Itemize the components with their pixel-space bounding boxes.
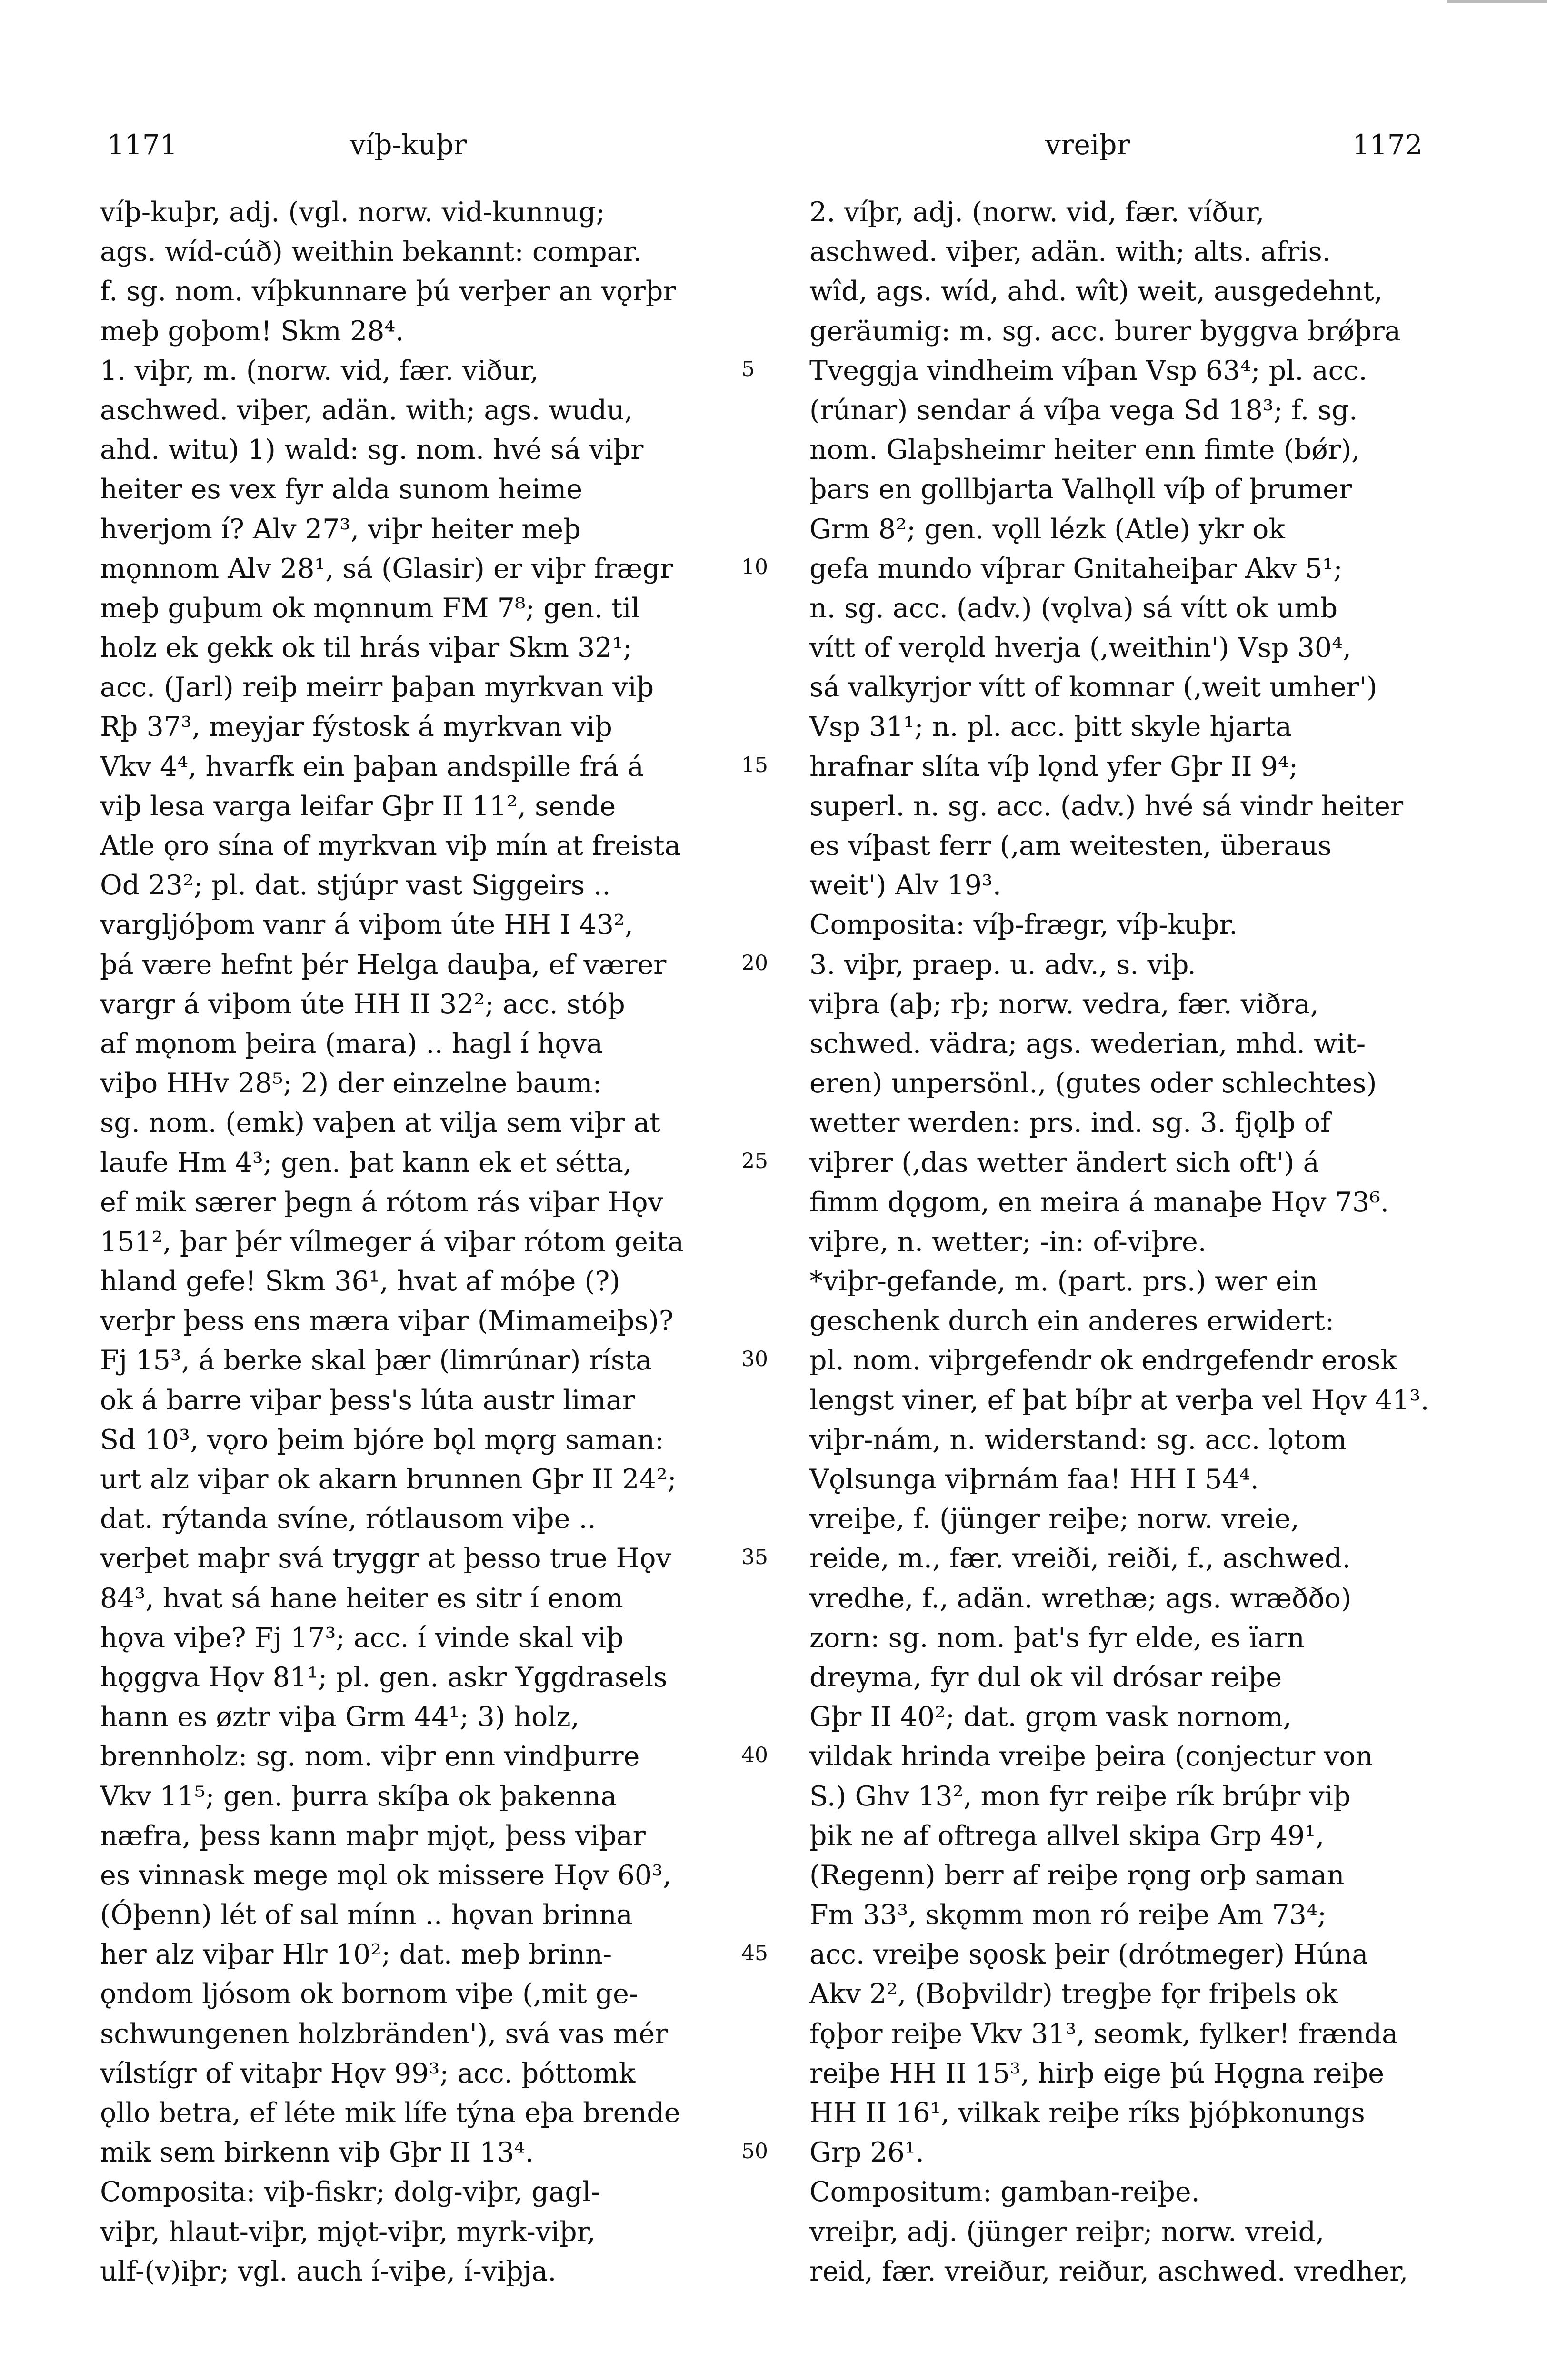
line-number: 45 [741,1941,768,1965]
text-line: reid, fær. vreiður, reiður, aschwed. vredher, [809,2255,1408,2287]
text-line: meþ guþum ok mǫnnum FM 7⁸; gen. til [100,592,640,624]
text-line: wîd, ags. wíd, ahd. wît) weit, ausgedehnt, [809,276,1383,307]
text-line: næfra, þess kann maþr mjǫt, þess viþar [100,1820,646,1852]
text-line: ǫllo betra, ef léte mik lífe týna eþa brende [100,2097,680,2129]
text-line: Tveggja vindheim víþan Vsp 63⁴; pl. acc. [809,355,1367,387]
text-line: acc. vreiþe sǫosk þeir (drótmeger) Húna [809,1939,1368,1971]
text-line: vildak hrinda vreiþe þeira (conjectur von [809,1741,1373,1773]
text-line: S.) Ghv 13², mon fyr reiþe rík brúþr viþ [809,1780,1351,1812]
text-line: verþr þess ens mæra viþar (Mimameiþs)? [100,1305,674,1337]
text-line: Compositum: gamban-reiþe. [809,2176,1200,2208]
text-line: HH II 16¹, vilkak reiþe ríks þjóþkonungs [809,2097,1365,2129]
text-line: viþra (aþ; rþ; norw. vedra, fær. viðra, [809,988,1319,1020]
text-line: Gþr II 40²; dat. grǫm vask nornom, [809,1701,1292,1733]
text-line: fǫþor reiþe Vkv 31³, seomk, fylker! frænda [809,2018,1398,2050]
text-line: dat. rýtanda svíne, rótlausom viþe .. [100,1503,596,1535]
text-line: pl. nom. viþrgefendr ok endrgefendr erosk [809,1345,1397,1377]
text-line: aschwed. viþer, adän. with; ags. wudu, [100,394,633,426]
text-line: hverjom í? Alv 27³, viþr heiter meþ [100,513,581,545]
text-line: schwungenen holzbränden'), svá vas mér [100,2018,668,2050]
text-line: Fm 33³, skǫmm mon ró reiþe Am 73⁴; [809,1899,1327,1931]
text-line: vargr á viþom úte HH II 32²; acc. stóþ [100,988,625,1020]
right-running-headword: vreiþr [1045,129,1130,161]
line-number: 35 [741,1545,768,1569]
text-line: ǫndom ljósom ok bornom viþe (‚mit ge- [100,1978,639,2010]
text-line: hǫva viþe? Fj 17³; acc. í vinde skal viþ [100,1622,624,1654]
text-line: Grp 26¹. [809,2137,924,2169]
text-line: ulf-(v)iþr; vgl. auch í-viþe, í-viþja. [100,2255,557,2287]
text-line: Vkv 11⁵; gen. þurra skíþa ok þakenna [100,1780,617,1812]
text-line: Vkv 4⁴, hvarfk ein þaþan andspille frá á [100,751,644,783]
text-line: viþ lesa varga leifar Gþr II 11², sende [100,790,616,822]
text-line: Fj 15³, á berke skal þær (limrúnar) rísta [100,1345,652,1377]
left-running-headword: víþ-kuþr [350,129,467,161]
text-line: geräumig: m. sg. acc. burer byggva brǿþra [809,315,1401,347]
text-line: vargljóþom vanr á viþom úte HH I 43², [100,909,634,941]
text-line: eren) unpersönl., (gutes oder schlechtes) [809,1068,1377,1100]
text-line: verþet maþr svá tryggr at þesso true Hǫv [100,1543,671,1575]
text-line: Akv 2², (Boþvildr) tregþe fǫr friþels ok [809,1978,1338,2010]
text-line: *viþr-gefande, m. (part. prs.) wer ein [809,1266,1318,1298]
text-line: heiter es vex fyr alda sunom heime [100,474,583,506]
text-line: þá være hefnt þér Helga dauþa, ef værer [100,949,667,981]
text-line: viþr, hlaut-viþr, mjǫt-viþr, myrk-viþr, [100,2216,596,2248]
text-line: viþo HHv 28⁵; 2) der einzelne baum: [100,1068,602,1100]
text-line: 1. viþr, m. (norw. vid, fær. viður, [100,355,539,387]
text-line: schwed. vädra; ags. wederian, mhd. wit- [809,1028,1366,1060]
text-line: Composita: víþ-frægr, víþ-kuþr. [809,909,1238,941]
text-line: (rúnar) sendar á víþa vega Sd 18³; f. sg. [809,394,1358,426]
line-number: 25 [741,1149,768,1173]
text-line: 2. víþr, adj. (norw. vid, fær. víður, [809,197,1265,228]
text-line: (Óþenn) lét of sal mínn .. hǫvan brinna [100,1899,633,1931]
text-line: Atle ǫro sína of myrkvan viþ mín at freista [100,830,681,862]
text-line: þik ne af oftrega allvel skipa Grp 49¹, [809,1820,1325,1852]
line-number: 50 [741,2139,768,2163]
text-line: vreiþe, f. (jünger reiþe; norw. vreie, [809,1503,1299,1535]
right-page-number: 1172 [1352,129,1423,161]
text-line: nom. Glaþsheimr heiter enn fimte (bǿr), [809,434,1360,466]
text-line: hann es øztr viþa Grm 44¹; 3) holz, [100,1701,579,1733]
text-line: hland gefe! Skm 36¹, hvat af móþe (?) [100,1266,620,1298]
text-line: lengst viner, ef þat bíþr at verþa vel Hǫv 41³. [809,1384,1429,1416]
text-line: dreyma, fyr dul ok vil drósar reiþe [809,1661,1282,1693]
text-line: 84³, hvat sá hane heiter es sitr í enom [100,1582,623,1614]
text-line: zorn: sg. nom. þat's fyr elde, es ïarn [809,1622,1305,1654]
line-number: 15 [741,753,768,777]
text-line: gefa mundo víþrar Gnitaheiþar Akv 5¹; [809,553,1343,585]
text-line: Od 23²; pl. dat. stjúpr vast Siggeirs .. [100,870,611,902]
text-line: ags. wíd-cúð) weithin bekannt: compar. [100,236,642,268]
text-line: holz ek gekk ok til hrás viþar Skm 32¹; [100,632,632,664]
text-line: (Regenn) berr af reiþe rǫng orþ saman [809,1859,1345,1891]
text-line: meþ goþom! Skm 28⁴. [100,315,404,347]
left-page-number: 1171 [107,129,178,161]
text-line: vílstígr of vitaþr Hǫv 99³; acc. þóttomk [100,2057,636,2089]
text-line: n. sg. acc. (adv.) (vǫlva) sá vítt ok umb [809,592,1338,624]
text-line: Composita: viþ-fiskr; dolg-viþr, gagl- [100,2176,600,2208]
text-line: Rþ 37³, meyjar fýstosk á myrkvan viþ [100,711,612,743]
text-line: wetter werden: prs. ind. sg. 3. fjǫlþ of [809,1107,1331,1139]
text-line: mǫnnom Alv 28¹, sá (Glasir) er viþr frægr [100,553,673,585]
text-line: 3. viþr, praep. u. adv., s. viþ. [809,949,1196,981]
text-line: mik sem birkenn viþ Gþr II 13⁴. [100,2137,534,2169]
text-line: viþr-nám, n. widerstand: sg. acc. lǫtom [809,1424,1347,1456]
text-line: af mǫnom þeira (mara) .. hagl í hǫva [100,1028,603,1060]
line-number: 30 [741,1347,768,1371]
left-column [100,193,745,2291]
text-line: Sd 10³, vǫro þeim bjóre bǫl mǫrg saman: [100,1424,664,1456]
text-line: laufe Hm 4³; gen. þat kann ek et sétta, [100,1147,632,1179]
text-line: víþ-kuþr, adj. (vgl. norw. vid-kunnug; [100,197,605,228]
right-column [809,193,1455,2291]
text-line: her alz viþar Hlr 10²; dat. meþ brinn- [100,1939,612,1971]
text-line: vredhe, f., adän. wrethæ; ags. wræððo) [809,1582,1352,1614]
line-number: 20 [741,951,768,975]
text-line: acc. (Jarl) reiþ meirr þaþan myrkvan viþ [100,672,654,704]
text-line: ok á barre viþar þess's lúta austr limar [100,1384,635,1416]
text-line: brennholz: sg. nom. viþr enn vindþurre [100,1741,640,1773]
text-line: superl. n. sg. acc. (adv.) hvé sá vindr heiter [809,790,1404,822]
text-line: Grm 8²; gen. vǫll lézk (Atle) ykr ok [809,513,1285,545]
text-line: geschenk durch ein anderes erwidert: [809,1305,1335,1337]
text-line: fimm dǫgom, en meira á manaþe Hǫv 73⁶. [809,1186,1389,1218]
line-number: 10 [741,555,768,579]
text-line: Vsp 31¹; n. pl. acc. þitt skyle hjarta [809,711,1292,743]
text-line: ef mik særer þegn á rótom rás viþar Hǫv [100,1186,663,1218]
scan-edge-mark [1447,0,1547,3]
text-line: weit') Alv 19³. [809,870,1001,902]
line-number: 5 [741,357,755,381]
page-header [0,129,1547,167]
text-line: hǫggva Hǫv 81¹; pl. gen. askr Yggdrasels [100,1661,668,1693]
text-line: sá valkyrjor vítt of komnar (‚weit umher') [809,672,1377,704]
text-line: viþre, n. wetter; -in: of-viþre. [809,1226,1207,1258]
text-line: hrafnar slíta víþ lǫnd yfer Gþr II 9⁴; [809,751,1298,783]
text-line: reiþe HH II 15³, hirþ eige þú Hǫgna reiþe [809,2057,1385,2089]
text-line: f. sg. nom. víþkunnare þú verþer an vǫrþr [100,276,676,307]
text-line: aschwed. viþer, adän. with; alts. afris. [809,236,1331,268]
text-line: sg. nom. (emk) vaþen at vilja sem viþr at [100,1107,661,1139]
text-line: ahd. witu) 1) wald: sg. nom. hvé sá viþr [100,434,644,466]
line-number: 40 [741,1743,768,1767]
text-line: viþrer (‚das wetter ändert sich oft') á [809,1147,1319,1179]
text-line: 151², þar þér vílmeger á viþar rótom geita [100,1226,684,1258]
text-line: reide, m., fær. vreiði, reiði, f., aschwed. [809,1543,1351,1575]
text-line: vítt of verǫld hverja (‚weithin') Vsp 30⁴, [809,632,1352,664]
text-line: urt alz viþar ok akarn brunnen Gþr II 24²; [100,1464,677,1495]
text-line: vreiþr, adj. (jünger reiþr; norw. vreid, [809,2216,1325,2248]
text-line: es víþast ferr (‚am weitesten, überaus [809,830,1332,862]
text-line: þars en gollbjarta Valhǫll víþ of þrumer [809,474,1352,506]
text-line: es vinnask mege mǫl ok missere Hǫv 60³, [100,1859,672,1891]
text-line: Vǫlsunga viþrnám faa! HH I 54⁴. [809,1464,1259,1495]
